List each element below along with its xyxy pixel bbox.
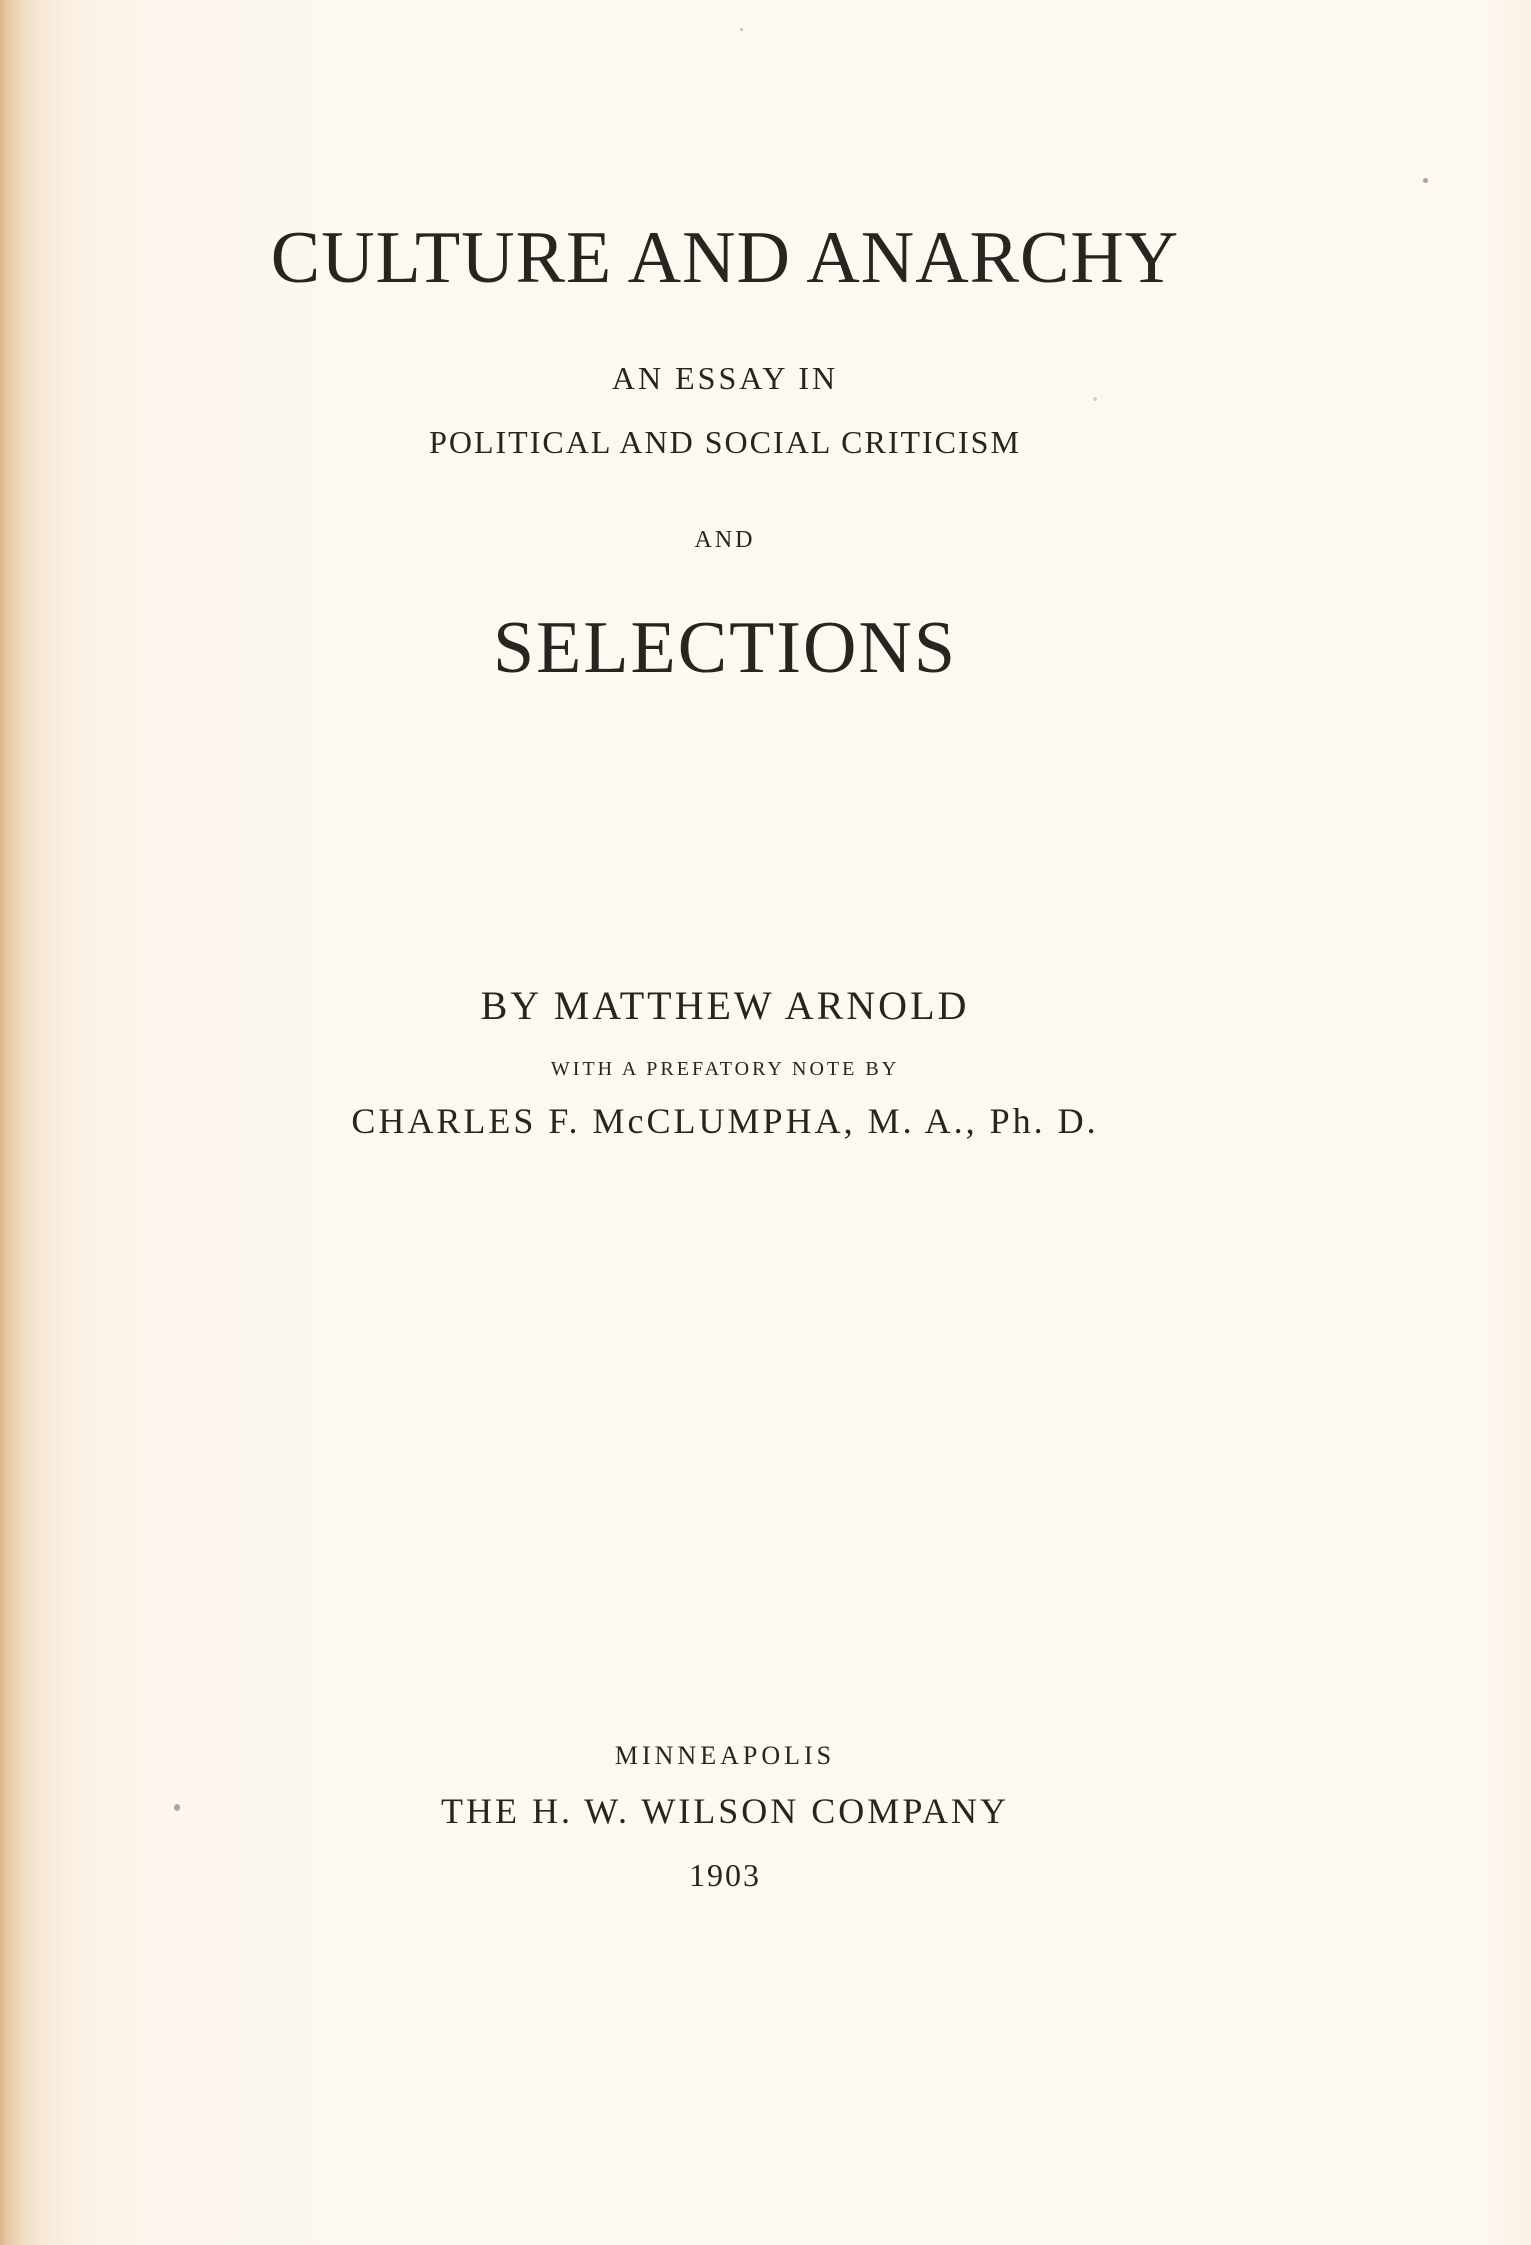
editor-line: CHARLES F. McCLUMPHA, M. A., Ph. D. <box>351 1101 1099 1141</box>
subtitle-line-1: AN ESSAY IN <box>611 360 839 396</box>
publication-year: 1903 <box>689 1857 761 1893</box>
paper-speck <box>740 28 743 31</box>
paper-speck <box>1423 178 1428 183</box>
conjunction: AND <box>694 527 756 553</box>
second-title: SELECTIONS <box>493 607 957 689</box>
subtitle-line-2: POLITICAL AND SOCIAL CRITICISM <box>429 424 1021 460</box>
author-line: BY MATTHEW ARNOLD <box>480 983 970 1028</box>
book-title: CULTURE AND ANARCHY <box>270 217 1180 299</box>
paper-speck <box>174 1804 180 1811</box>
prefatory-note-line: WITH A PREFATORY NOTE BY <box>550 1058 900 1080</box>
publisher-name: THE H. W. WILSON COMPANY <box>440 1791 1010 1831</box>
paper-speck <box>1093 397 1097 401</box>
publisher-city: MINNEAPOLIS <box>614 1741 836 1770</box>
